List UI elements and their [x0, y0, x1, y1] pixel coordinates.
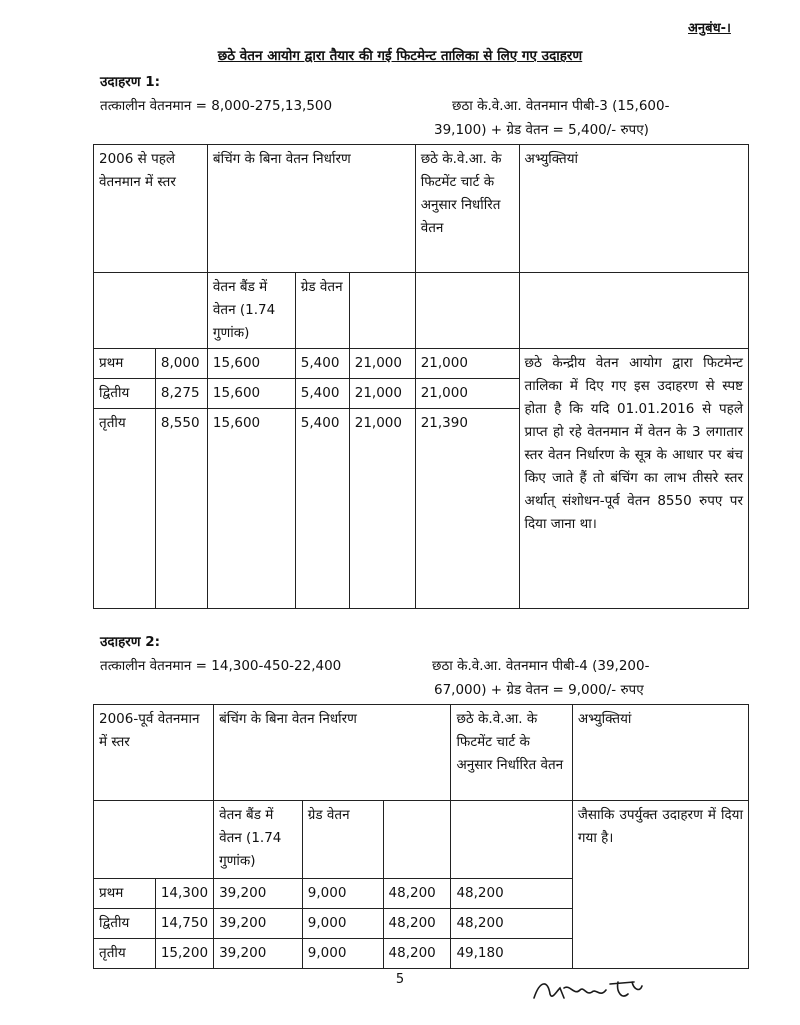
cell-fitment: 49,180	[451, 939, 572, 969]
table-header-row	[94, 705, 749, 801]
empty-cell	[519, 273, 748, 349]
cell-grade: 9,000	[302, 909, 383, 939]
example-1-cpc-scale-2: 39,100) + ग्रेड वेतन = 5,400/- रुपए)	[434, 122, 649, 138]
header-per-fitment: छठे के.वे.आ. के फिटमेंट चार्ट के अनुसार निर्धारित वेतन	[415, 145, 519, 273]
example-1-cpc-scale-1: छठा के.वे.आ. वेतनमान पीबी-3 (15,600-	[452, 98, 670, 114]
cell-pay: 15,200	[155, 939, 213, 969]
annexure-label: अनुबंध-।	[688, 21, 731, 36]
table-header-row	[94, 145, 749, 273]
cell-stage: तृतीय	[94, 409, 156, 609]
signature-image	[530, 970, 660, 1010]
cell-pay: 8,000	[155, 349, 207, 379]
example-2-cpc-scale-2: 67,000) + ग्रेड वेतन = 9,000/- रुपए	[434, 682, 644, 698]
cell-grade: 5,400	[295, 379, 349, 409]
remarks-cell: छठे केन्द्रीय वेतन आयोग द्वारा फिटमेन्ट तालिका में दिए गए इस उदाहरण से स्पष्ट होता है कि यदि 01.01.2016 से पहले प्राप्त हो रहे वेतनमान में वेतन के 3 लगातार स्तर वेतन निर्धारण के सूत्र के आधार पर बंच किए जाते हैं तो बंचिंग का लाभ तीसरे स्तर अर्थात् संशोधन-पूर्व वेतन 8550 रुपए पर दिया जाना था।	[519, 349, 748, 609]
header-grade-pay: ग्रेड वेतन	[302, 801, 383, 879]
header-without-bunching: बंचिंग के बिना वेतन निर्धारण	[214, 705, 451, 801]
cell-stage: द्वितीय	[94, 909, 156, 939]
cell-pay: 14,300	[155, 879, 213, 909]
header-level: 2006 से पहले वेतनमान में स्तर	[94, 145, 208, 273]
header-remarks: अभ्युक्तियां	[572, 705, 748, 801]
cell-total: 48,200	[383, 879, 451, 909]
empty-cell	[94, 801, 214, 879]
header-level: 2006-पूर्व वेतनमान में स्तर	[94, 705, 214, 801]
table-subheader-row	[94, 801, 749, 879]
cell-band: 15,600	[207, 379, 295, 409]
page-title: छठे वेतन आयोग द्वारा तैयार की गई फिटमेन्ट तालिका से लिए गए उदाहरण	[217, 48, 583, 64]
cell-band: 39,200	[214, 879, 303, 909]
cell-pay: 8,275	[155, 379, 207, 409]
cell-fitment: 21,000	[415, 349, 519, 379]
header-per-fitment: छठे के.वे.आ. के फिटमेंट चार्ट के अनुसार निर्धारित वेतन	[451, 705, 572, 801]
example-1-label: उदाहरण 1:	[100, 74, 161, 90]
cell-total: 48,200	[383, 939, 451, 969]
cell-stage: द्वितीय	[94, 379, 156, 409]
cell-fitment: 48,200	[451, 879, 572, 909]
header-band-pay: वेतन बैंड में वेतन (1.74 गुणांक)	[214, 801, 303, 879]
cell-stage: तृतीय	[94, 939, 156, 969]
empty-cell	[415, 273, 519, 349]
cell-total: 48,200	[383, 909, 451, 939]
cell-grade: 9,000	[302, 879, 383, 909]
header-remarks: अभ्युक्तियां	[519, 145, 748, 273]
cell-stage: प्रथम	[94, 879, 156, 909]
fitment-table-2	[93, 704, 749, 969]
empty-cell	[451, 801, 572, 879]
fitment-table-1	[93, 144, 749, 609]
cell-total: 21,000	[349, 349, 415, 379]
example-1-pay-scale: तत्कालीन वेतनमान = 8,000-275,13,500	[100, 98, 333, 114]
header-band-pay: वेतन बैंड में वेतन (1.74 गुणांक)	[207, 273, 295, 349]
header-grade-pay: ग्रेड वेतन	[295, 273, 349, 349]
cell-band: 39,200	[214, 909, 303, 939]
cell-stage: प्रथम	[94, 349, 156, 379]
cell-grade: 5,400	[295, 409, 349, 609]
cell-band: 15,600	[207, 349, 295, 379]
cell-grade: 5,400	[295, 349, 349, 379]
empty-cell	[349, 273, 415, 349]
example-2-pay-scale: तत्कालीन वेतनमान = 14,300-450-22,400	[100, 658, 342, 674]
table-row	[94, 349, 749, 379]
cell-pay: 14,750	[155, 909, 213, 939]
cell-fitment: 48,200	[451, 909, 572, 939]
empty-cell	[94, 273, 208, 349]
page-number: 5	[395, 972, 405, 987]
cell-fitment: 21,390	[415, 409, 519, 609]
example-2-label: उदाहरण 2:	[100, 634, 161, 650]
remarks-cell: जैसाकि उपर्युक्त उदाहरण में दिया गया है।	[572, 801, 748, 969]
table-subheader-row	[94, 273, 749, 349]
empty-cell	[383, 801, 451, 879]
header-without-bunching: बंचिंग के बिना वेतन निर्धारण	[207, 145, 415, 273]
cell-pay: 8,550	[155, 409, 207, 609]
example-2-cpc-scale-1: छठा के.वे.आ. वेतनमान पीबी-4 (39,200-	[432, 658, 650, 674]
cell-total: 21,000	[349, 379, 415, 409]
cell-fitment: 21,000	[415, 379, 519, 409]
cell-total: 21,000	[349, 409, 415, 609]
cell-band: 15,600	[207, 409, 295, 609]
cell-grade: 9,000	[302, 939, 383, 969]
cell-band: 39,200	[214, 939, 303, 969]
